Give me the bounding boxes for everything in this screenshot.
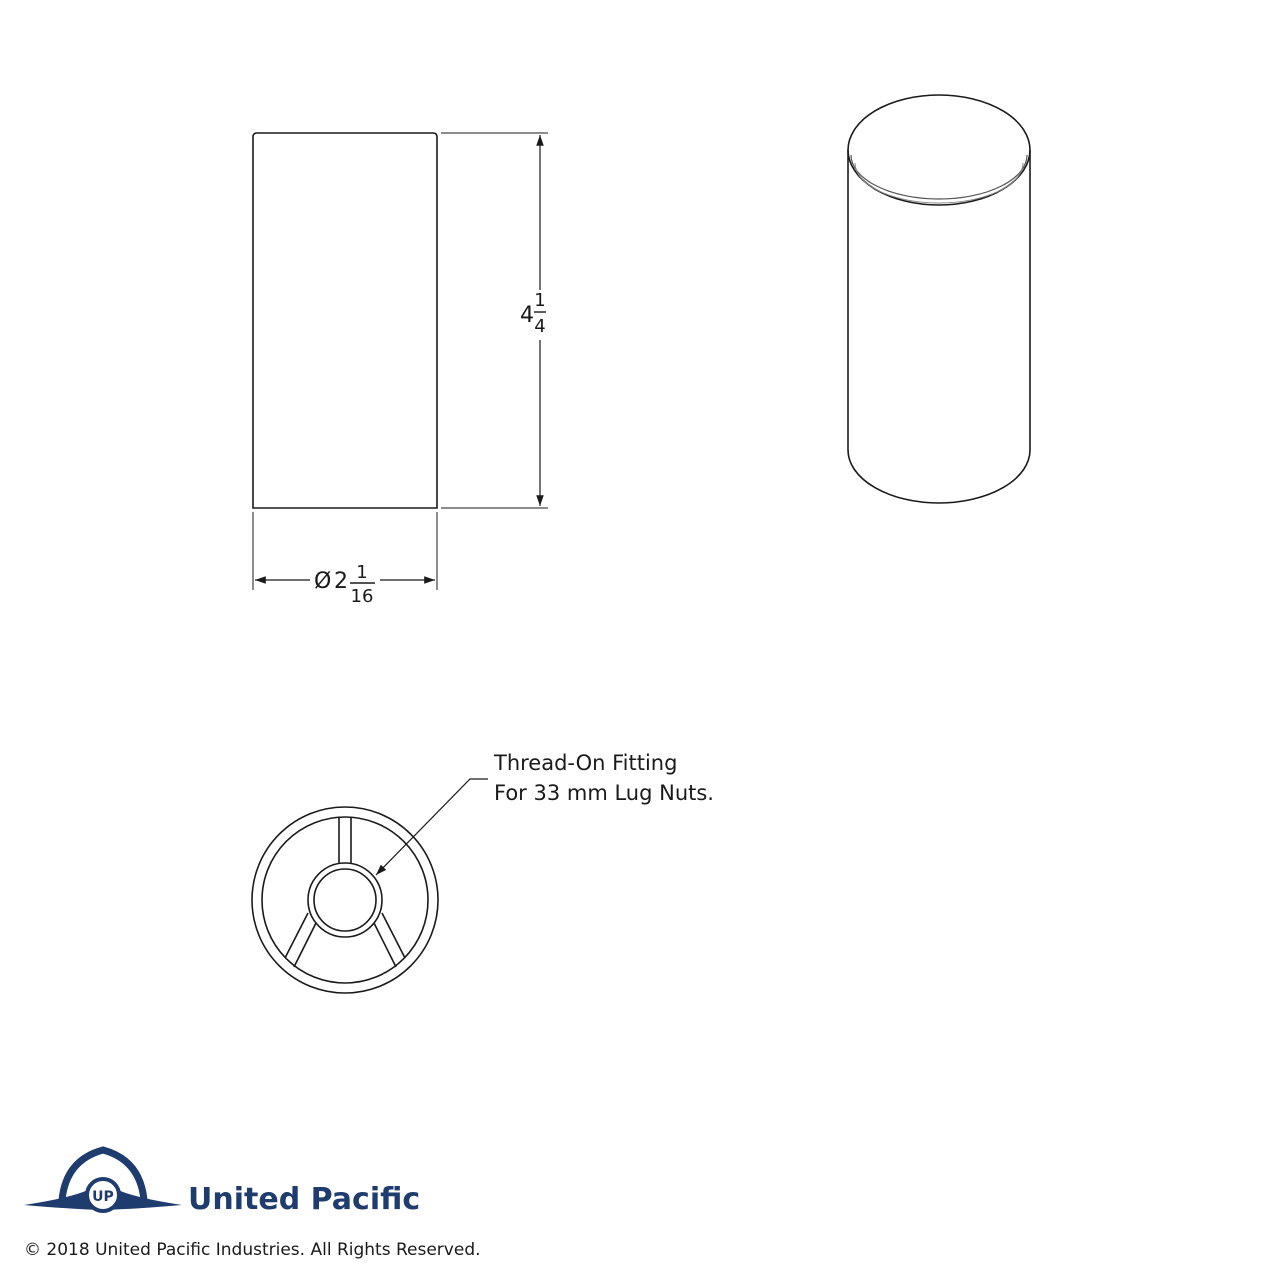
brand-logo: [24, 1150, 420, 1217]
end-view-fitting-outer: [308, 863, 382, 937]
logo-monogram: UP: [92, 1189, 114, 1205]
iso-top-bevel-inner: [855, 163, 1023, 203]
callout-line-2: For 33 mm Lug Nuts.: [494, 781, 714, 805]
callout-line-1: Thread-On Fitting: [494, 751, 678, 775]
height-whole: 4: [520, 303, 534, 328]
copyright-notice: © 2018 United Pacific Industries. All Rights Reserved.: [24, 1240, 481, 1260]
front-view-outline: [253, 133, 437, 508]
iso-top-ellipse: [848, 95, 1030, 205]
front-view: [253, 133, 548, 590]
height-numerator: 1: [534, 290, 546, 311]
diameter-numerator: 1: [356, 562, 368, 583]
height-denominator: 4: [534, 316, 546, 337]
diameter-denominator: 16: [350, 586, 374, 607]
end-view-outer-ring: [252, 807, 438, 993]
brand-name: United Pacific: [188, 1182, 421, 1217]
end-view: [252, 779, 488, 993]
diameter-symbol: Ø: [314, 569, 332, 594]
end-view-spoke-lower-left: [285, 913, 316, 967]
height-dimension-label: [520, 290, 546, 337]
isometric-view: [848, 95, 1030, 503]
end-view-inner-ring: [262, 817, 428, 983]
end-view-fitting-inner: [314, 869, 376, 931]
callout-leader-line: [376, 779, 488, 875]
end-view-spoke-top: [339, 818, 351, 864]
iso-top-bevel: [851, 155, 1027, 199]
end-view-spoke-lower-right: [374, 913, 405, 967]
diameter-dimension-label: [314, 562, 375, 607]
iso-bottom-arc: [848, 450, 1030, 503]
diameter-whole: 2: [334, 569, 348, 594]
